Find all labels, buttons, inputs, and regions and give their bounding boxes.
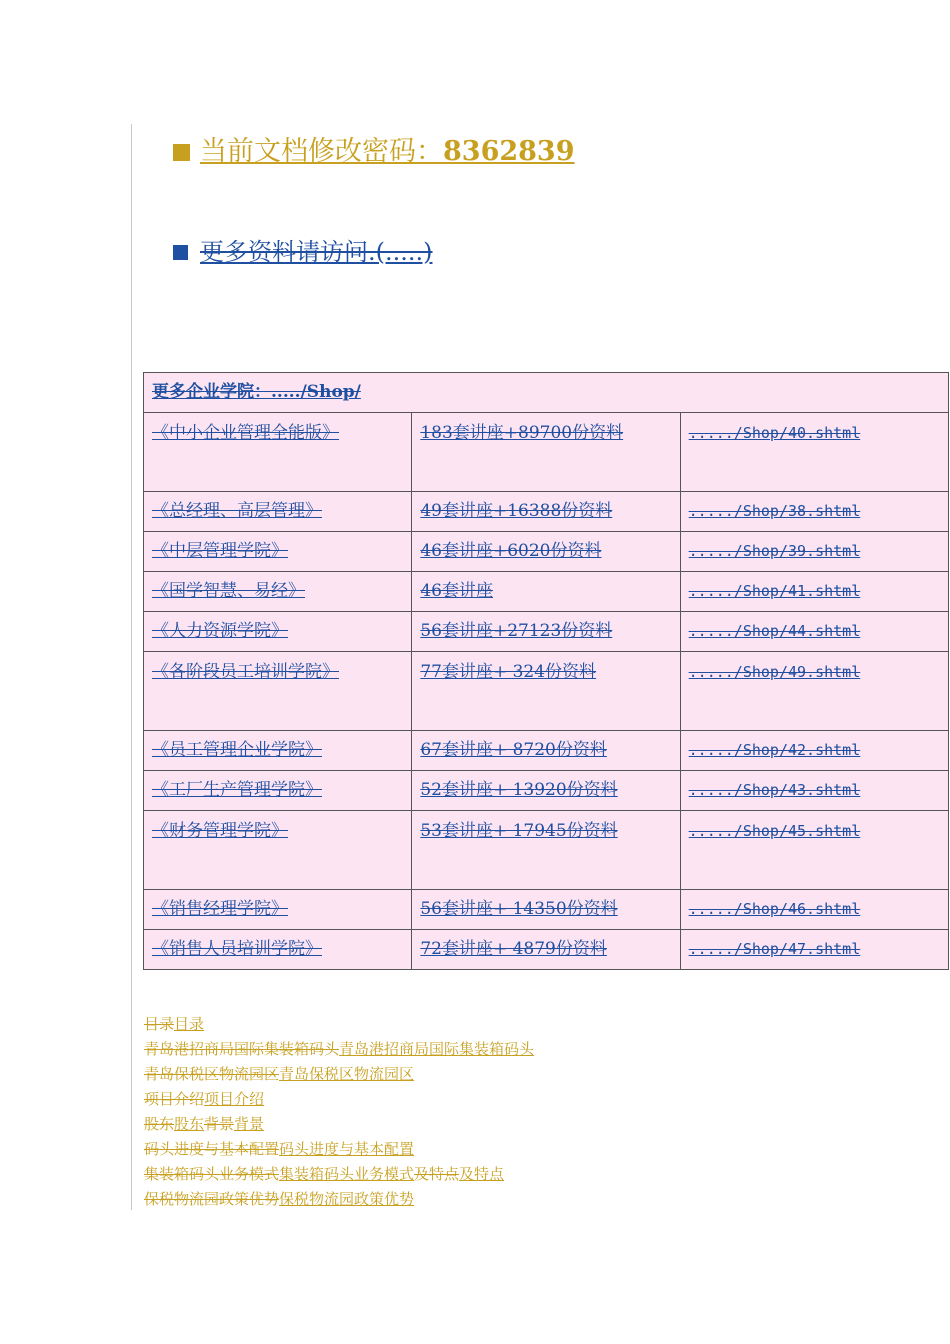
- toc-inserted-text[interactable]: 背景: [234, 1115, 265, 1133]
- course-link[interactable]: ...../Shop/44.shtml: [680, 612, 948, 652]
- toc-item[interactable]: [144, 1162, 534, 1187]
- table-row: [144, 930, 949, 970]
- course-desc[interactable]: 77套讲座+ 324份资料: [412, 652, 680, 731]
- password-label: 当前文档修改密码：: [200, 136, 443, 167]
- course-link[interactable]: ...../Shop/47.shtml: [680, 930, 948, 970]
- toc-deleted-text: 目录: [144, 1015, 175, 1033]
- toc-item[interactable]: [144, 1137, 534, 1162]
- table-row: [144, 612, 949, 652]
- toc-deleted-text: 青岛保税区物流园区: [144, 1065, 280, 1083]
- course-name[interactable]: 《人力资源学院》: [144, 612, 412, 652]
- course-desc[interactable]: 52套讲座+ 13920份资料: [412, 771, 680, 811]
- course-desc[interactable]: 46套讲座+6020份资料: [412, 532, 680, 572]
- course-name[interactable]: 《中层管理学院》: [144, 532, 412, 572]
- course-link[interactable]: ...../Shop/40.shtml: [680, 413, 948, 492]
- table-row: [144, 413, 949, 492]
- more-info-line[interactable]: [173, 232, 433, 272]
- toc-inserted-text[interactable]: 保税物流园政策优势: [279, 1190, 415, 1208]
- toc-item[interactable]: [144, 1112, 534, 1137]
- course-desc[interactable]: 56套讲座+27123份资料: [412, 612, 680, 652]
- toc-deleted-text: 项目介绍: [144, 1090, 205, 1108]
- toc-item[interactable]: [144, 1087, 534, 1112]
- table-row: [144, 890, 949, 930]
- table-row: [144, 492, 949, 532]
- toc-inserted-text[interactable]: 及特点: [459, 1165, 505, 1183]
- toc-deleted-text: 保税物流园政策优势: [144, 1190, 280, 1208]
- course-link[interactable]: ...../Shop/38.shtml: [680, 492, 948, 532]
- password-line: [173, 132, 575, 172]
- course-link[interactable]: ...../Shop/49.shtml: [680, 652, 948, 731]
- password-code: 8362839: [443, 136, 575, 167]
- course-desc[interactable]: 46套讲座: [412, 572, 680, 612]
- course-desc[interactable]: 49套讲座+16388份资料: [412, 492, 680, 532]
- toc-deleted-text: 及特点: [414, 1165, 460, 1183]
- toc-item[interactable]: [144, 1037, 534, 1062]
- toc-inserted-text[interactable]: 码头进度与基本配置: [279, 1140, 415, 1158]
- course-link[interactable]: ...../Shop/45.shtml: [680, 811, 948, 890]
- course-desc[interactable]: 67套讲座+ 8720份资料: [412, 731, 680, 771]
- toc-inserted-text[interactable]: 集装箱码头业务模式: [279, 1165, 415, 1183]
- table-row: [144, 652, 949, 731]
- more-info-link[interactable]: 更多资料请访问.(.....): [200, 238, 433, 266]
- table-row: [144, 572, 949, 612]
- toc-inserted-text[interactable]: 股东: [174, 1115, 205, 1133]
- toc-deleted-text: 集装箱码头业务模式: [144, 1165, 280, 1183]
- course-name[interactable]: 《销售经理学院》: [144, 890, 412, 930]
- table-row: [144, 731, 949, 771]
- course-name[interactable]: 《中小企业管理全能版》: [144, 413, 412, 492]
- course-desc[interactable]: 183套讲座+89700份资料: [412, 413, 680, 492]
- toc-deleted-text: 青岛港招商局国际集装箱码头: [144, 1040, 340, 1058]
- course-name[interactable]: 《总经理、高层管理》: [144, 492, 412, 532]
- toc-inserted-text[interactable]: 目录: [174, 1015, 205, 1033]
- square-bullet-icon: [173, 245, 188, 260]
- course-link[interactable]: ...../Shop/42.shtml: [680, 731, 948, 771]
- toc-deleted-text: 股东: [144, 1115, 175, 1133]
- toc-item[interactable]: [144, 1012, 534, 1037]
- course-link[interactable]: ...../Shop/41.shtml: [680, 572, 948, 612]
- table-row: [144, 811, 949, 890]
- left-margin-rule: [131, 124, 132, 1210]
- course-link[interactable]: ...../Shop/39.shtml: [680, 532, 948, 572]
- table-row: [144, 532, 949, 572]
- course-name[interactable]: 《销售人员培训学院》: [144, 930, 412, 970]
- toc-deleted-text: 背景: [204, 1115, 235, 1133]
- course-desc[interactable]: 72套讲座+ 4879份资料: [412, 930, 680, 970]
- course-desc[interactable]: 56套讲座+ 14350份资料: [412, 890, 680, 930]
- course-table: [143, 372, 949, 970]
- table-row: [144, 771, 949, 811]
- toc-inserted-text[interactable]: 青岛港招商局国际集装箱码头: [339, 1040, 535, 1058]
- course-name[interactable]: 《工厂生产管理学院》: [144, 771, 412, 811]
- course-name[interactable]: 《各阶段员工培训学院》: [144, 652, 412, 731]
- course-name[interactable]: 《国学智慧、易经》: [144, 572, 412, 612]
- toc-deleted-text: 码头进度与基本配置: [144, 1140, 280, 1158]
- toc-inserted-text[interactable]: 项目介绍: [204, 1090, 265, 1108]
- course-name[interactable]: 《员工管理企业学院》: [144, 731, 412, 771]
- toc-inserted-text[interactable]: 青岛保税区物流园区: [279, 1065, 415, 1083]
- square-bullet-icon: [173, 144, 190, 161]
- toc-item[interactable]: [144, 1062, 534, 1087]
- table-of-contents: [144, 1012, 534, 1212]
- course-link[interactable]: ...../Shop/43.shtml: [680, 771, 948, 811]
- course-desc[interactable]: 53套讲座+ 17945份资料: [412, 811, 680, 890]
- course-link[interactable]: ...../Shop/46.shtml: [680, 890, 948, 930]
- toc-item[interactable]: [144, 1187, 534, 1212]
- course-name[interactable]: 《财务管理学院》: [144, 811, 412, 890]
- table-header[interactable]: 更多企业学院：...../Shop/: [144, 373, 949, 413]
